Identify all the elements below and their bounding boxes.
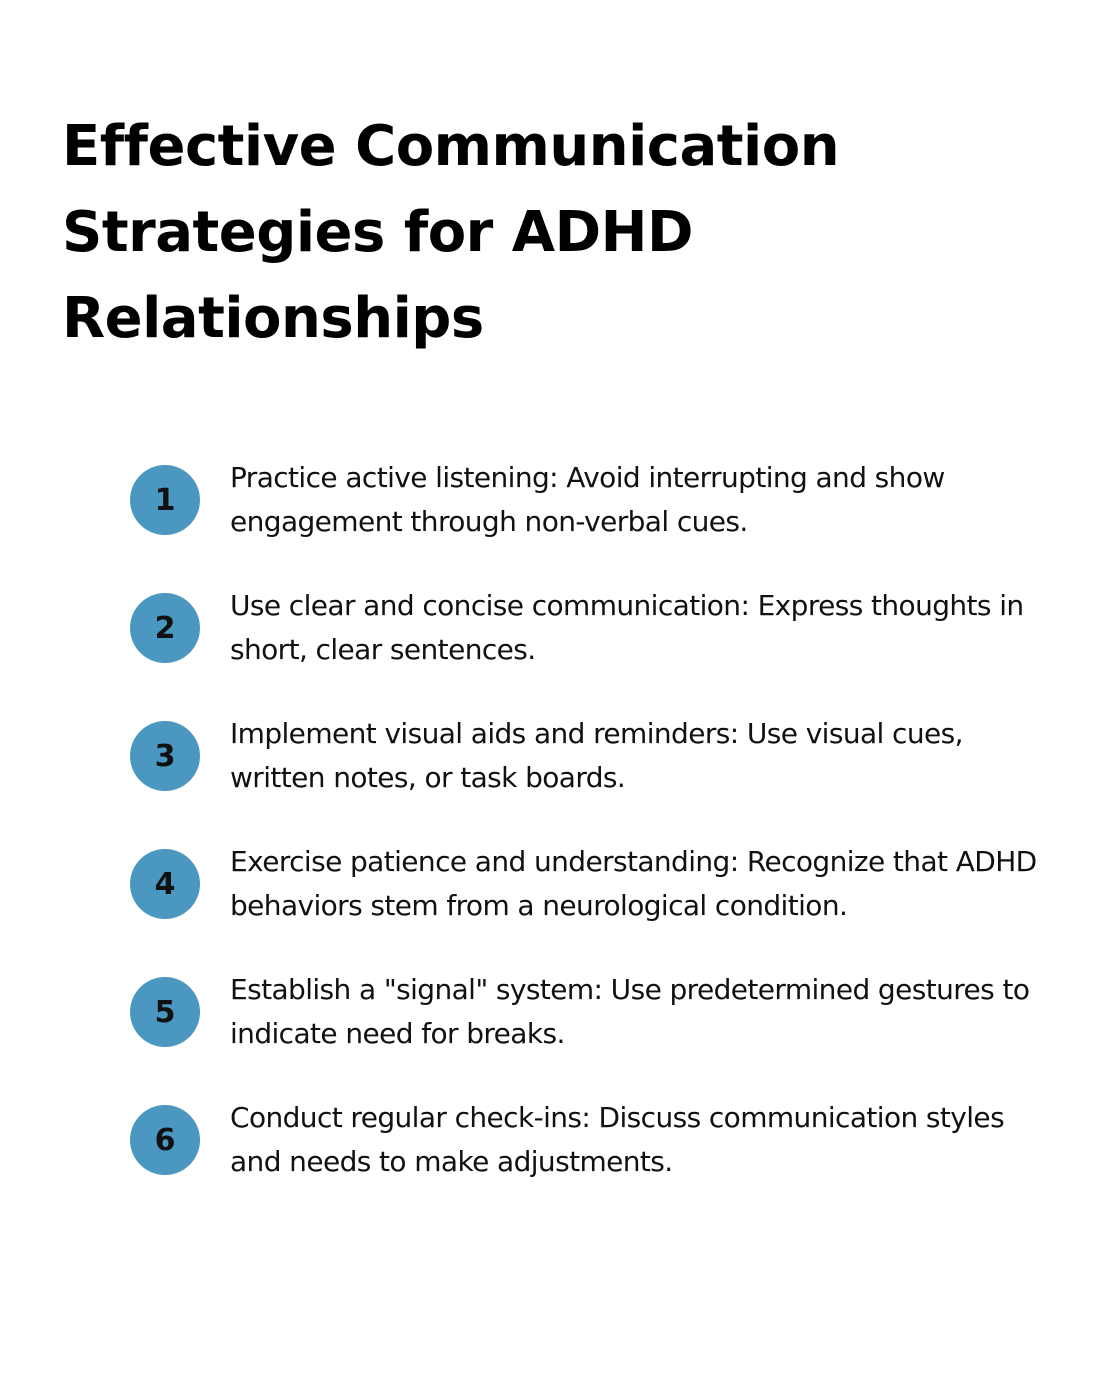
list-item-step-4 [130,840,1060,928]
step-description: Implement visual aids and reminders: Use visual cues, written notes, or task boards. [230,717,963,794]
list-item-step-6 [130,1096,1060,1184]
strategy-list [130,456,1060,1224]
step-number-badge: 5 [130,977,200,1047]
step-number-badge: 3 [130,721,200,791]
step-description: Use clear and concise communication: Express thoughts in short, clear sentences. [230,589,1024,666]
list-item-step-2 [130,584,1060,672]
step-description: Exercise patience and understanding: Recognize that ADHD behaviors stem from a neurological condition. [230,845,1037,922]
step-description: Establish a "signal" system: Use predetermined gestures to indicate need for breaks. [230,973,1030,1050]
page-title: Effective Communication Strategies for ADHD Relationships [62,114,840,351]
step-description: Conduct regular check-ins: Discuss communication styles and needs to make adjustments. [230,1101,1005,1178]
step-description: Practice active listening: Avoid interrupting and show engagement through non-verbal cues. [230,461,945,538]
list-item-step-3 [130,712,1060,800]
step-number-badge: 6 [130,1105,200,1175]
list-item-step-1 [130,456,1060,544]
step-number-badge: 2 [130,593,200,663]
step-number-badge: 1 [130,465,200,535]
list-item-step-5 [130,968,1060,1056]
step-number-badge: 4 [130,849,200,919]
